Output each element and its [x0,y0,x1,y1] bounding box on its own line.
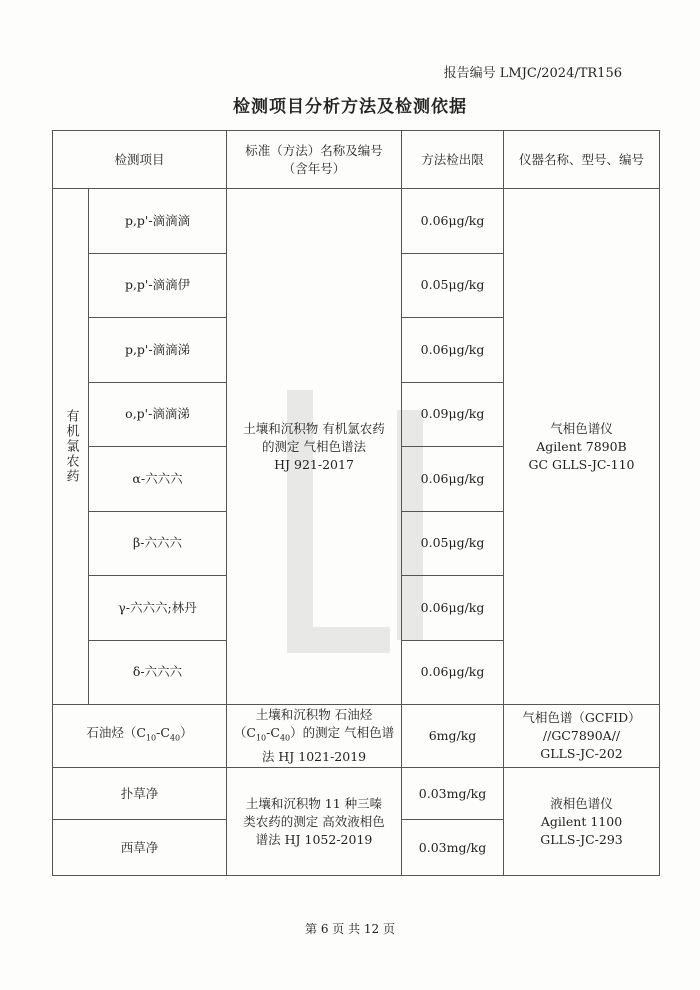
detection-limit: 0.05μg/kg [402,253,504,318]
detection-limit: 0.03mg/kg [402,768,504,820]
detection-limit: 0.06μg/kg [402,189,504,254]
header-instrument: 仪器名称、型号、编号 [504,131,660,189]
item-name: β-六六六 [89,511,227,576]
header-row [53,131,660,189]
standard-cell: 土壤和沉积物 11 种三嗪 类农药的测定 高效液相色 谱法 HJ 1052-2019 [227,768,402,876]
detection-limit: 6mg/kg [402,705,504,768]
detection-limit: 0.06μg/kg [402,318,504,383]
standard-cell: 土壤和沉积物 石油烃 $(C_{10}-C_{40})$的测定 气相色谱 法 HJ 1021-2019 [227,705,402,768]
header-limit: 方法检出限 [402,131,504,189]
item-name: 扑草净 [53,768,227,820]
instrument-cell: 气相色谱（GCFID） //GC7890A// GLLS-JC-202 [504,705,660,768]
item-name: p,p'-滴滴涕 [89,318,227,383]
detection-limit: 0.06μg/kg [402,447,504,512]
item-name: γ-六六六;林丹 [89,576,227,641]
header-standard: 标准（方法）名称及编号 （含年号） [227,131,402,189]
instrument-cell: 液相色谱仪 Agilent 1100 GLLS-JC-293 [504,768,660,876]
item-name: α-六六六 [89,447,227,512]
item-name: o,p'-滴滴涕 [89,382,227,447]
page-title: 检测项目分析方法及检测依据 [233,97,467,117]
table-row [53,189,660,254]
detection-limit: 0.05μg/kg [402,511,504,576]
methods-table [52,130,660,876]
detection-limit: 0.06μg/kg [402,640,504,705]
header-item: 检测项目 [53,131,227,189]
item-name: 西草净 [53,820,227,876]
detection-limit: 0.09μg/kg [402,382,504,447]
item-name: δ-六六六 [89,640,227,705]
standard-cell: 土壤和沉积物 有机氯农药 的测定 气相色谱法 HJ 921-2017 [227,189,402,705]
item-name: p,p'-滴滴滴 [89,189,227,254]
table-row [53,768,660,820]
page-footer: 第 6 页 共 12 页 [305,922,395,936]
detection-limit: 0.03mg/kg [402,820,504,876]
report-number: 报告编号 LMJC/2024/TR156 [443,66,622,81]
instrument-cell: 气相色谱仪 Agilent 7890B GC GLLS-JC-110 [504,189,660,705]
detection-limit: 0.06μg/kg [402,576,504,641]
group-cell [53,189,89,705]
group-label: 有机氯农药 [63,409,79,484]
item-name: 石油烃$(C_{10}-C_{40})$ [53,705,227,768]
table-row [53,705,660,768]
item-name: p,p'-滴滴伊 [89,253,227,318]
